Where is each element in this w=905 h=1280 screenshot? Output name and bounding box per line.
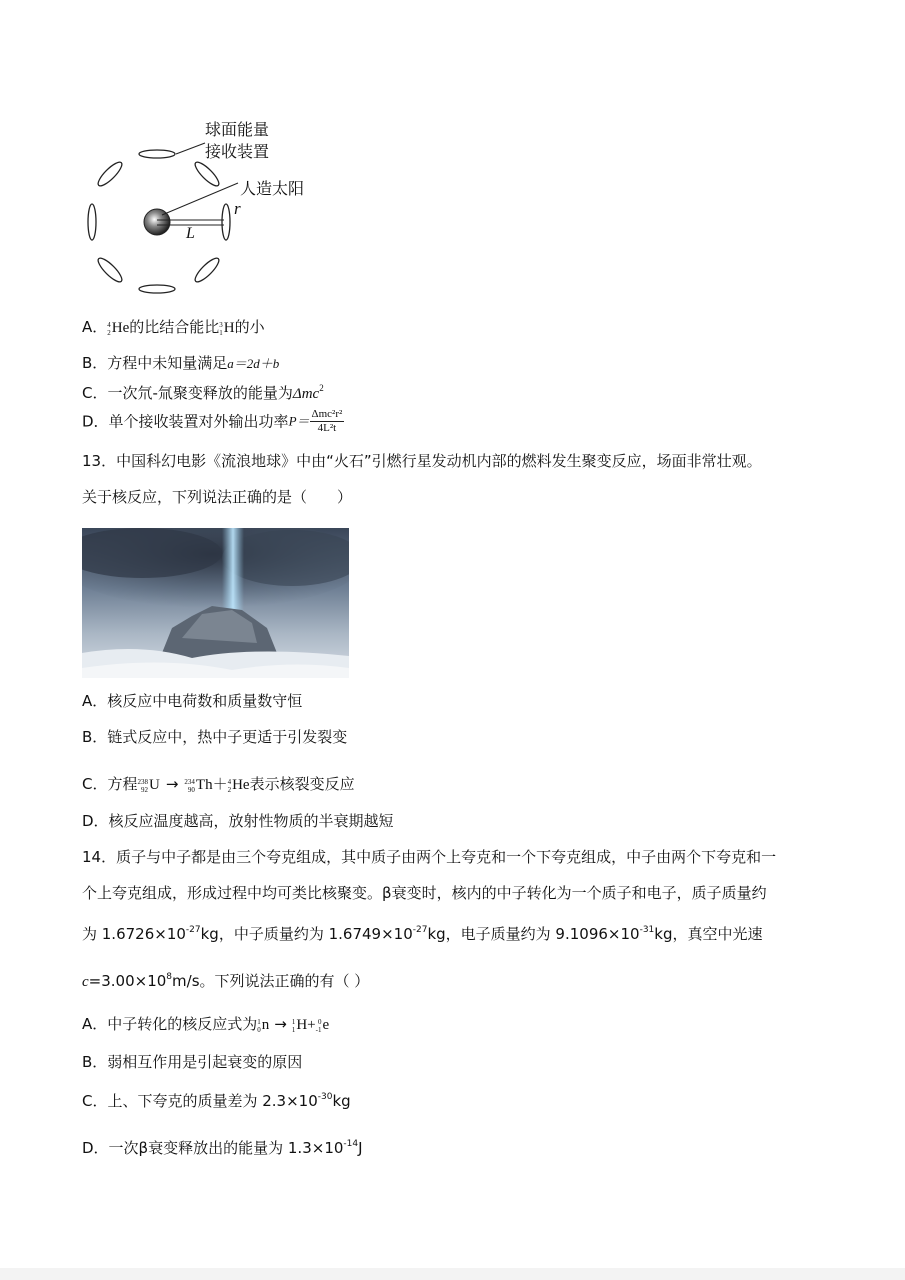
diagram-label-receiver-2: 接收装置 [205, 142, 270, 161]
q14-option-c: C．上、下夸克的质量差为 $2.3\times 10^{-30}kg$ [82, 1092, 351, 1110]
receiver-bottom [139, 285, 175, 293]
diagram-label-r: r [234, 199, 241, 218]
q12-option-c: C．一次氘-氚聚变释放的能量为Δmc$^2$ [82, 383, 324, 402]
receiver-diagram [80, 110, 320, 300]
q14-stem-line4: $c=3.00\times 10^8m/s$。下列说法正确的有（ ） [82, 972, 370, 990]
receiver-right [222, 204, 230, 240]
q14-option-d: D．一次β衰变释放出的能量为 $1.3\times 10^{-14}J$ [82, 1139, 363, 1157]
wandering-earth-photo [82, 528, 349, 678]
nuclide-he4: 4 2 He [227, 777, 250, 794]
nuclide-th234: 234 90 Th [184, 777, 213, 794]
nuclide-he: 4 2 He [107, 320, 130, 337]
q12-option-d: D．单个接收装置对外输出功率P＝ $\frac{\text{Δmc²r²}}{\text{4L²t}}$ [82, 408, 343, 434]
q14-option-a: A．中子转化的核反应式为 1 0 n → 1 1 H+ 0 -1 e [82, 1015, 330, 1034]
q14-stem-line2: 个上夸克组成，形成过程中均可类比核聚变。β衰变时，核内的中子转化为一个质子和电子，质子质量约 [82, 884, 767, 902]
receiver-bottom-right [192, 255, 222, 285]
q12-option-a: A． 4 2 He的比结合能比 3 1 H的小 [82, 318, 265, 337]
q13-option-a: A．核反应中电荷数和质量数守恒 [82, 692, 303, 710]
q13-stem-line2: 关于核反应，下列说法正确的是（ ） [82, 488, 353, 506]
receiver-bottom-left [95, 255, 125, 285]
receiver-diagram-svg [80, 110, 320, 300]
nuclide-h3: 3 1 H [219, 320, 235, 337]
q13-option-b: B．链式反应中，热中子更适于引发裂变 [82, 728, 348, 746]
q13-option-c: C．方程 238 92 U → 234 90 Th＋ 4 2 He表示核裂变反应 [82, 775, 355, 794]
receiver-left [88, 204, 96, 240]
q14-option-b: B．弱相互作用是引起衰变的原因 [82, 1053, 303, 1071]
receiver-top [139, 150, 175, 158]
q14-stem-line3: 为 $1.6726\times 10^{-27}kg$，中子质量约为 $1.6749\times 10^{-27}kg$，电子质量约为 $9.1096\times 10^{-31}kg$，真空中光速 [82, 925, 763, 943]
receiver-top-left [95, 159, 125, 189]
page-bottom-strip [0, 1268, 905, 1280]
q14-stem-line1: 14．质子与中子都是由三个夸克组成，其中质子由两个上夸克和一个下夸克组成，中子由两个下夸克和一 [82, 848, 777, 866]
q12-option-b: B．方程中未知量满足a＝2d＋b [82, 354, 280, 372]
nuclide-electron: 0 -1 e [315, 1017, 330, 1034]
nuclide-u238: 238 92 U [137, 777, 160, 794]
diagram-label-L: L [186, 225, 195, 242]
power-fraction: $\frac{\text{Δmc²r²}}{\text{4L²t}}$ [311, 408, 343, 434]
diagram-label-sun: 人造太阳 [240, 179, 305, 198]
receiver-top-right [192, 159, 222, 189]
q13-option-d: D．核反应温度越高，放射性物质的半衰期越短 [82, 812, 394, 830]
diagram-label-receiver-1: 球面能量 [205, 120, 270, 139]
nuclide-proton: 1 1 H+ [291, 1017, 316, 1034]
nuclide-neutron: 1 0 n [257, 1017, 270, 1034]
q13-stem-line1: 13．中国科幻电影《流浪地球》中由“火石”引燃行星发动机内部的燃料发生聚变反应，场面非常壮观。 [82, 452, 762, 470]
